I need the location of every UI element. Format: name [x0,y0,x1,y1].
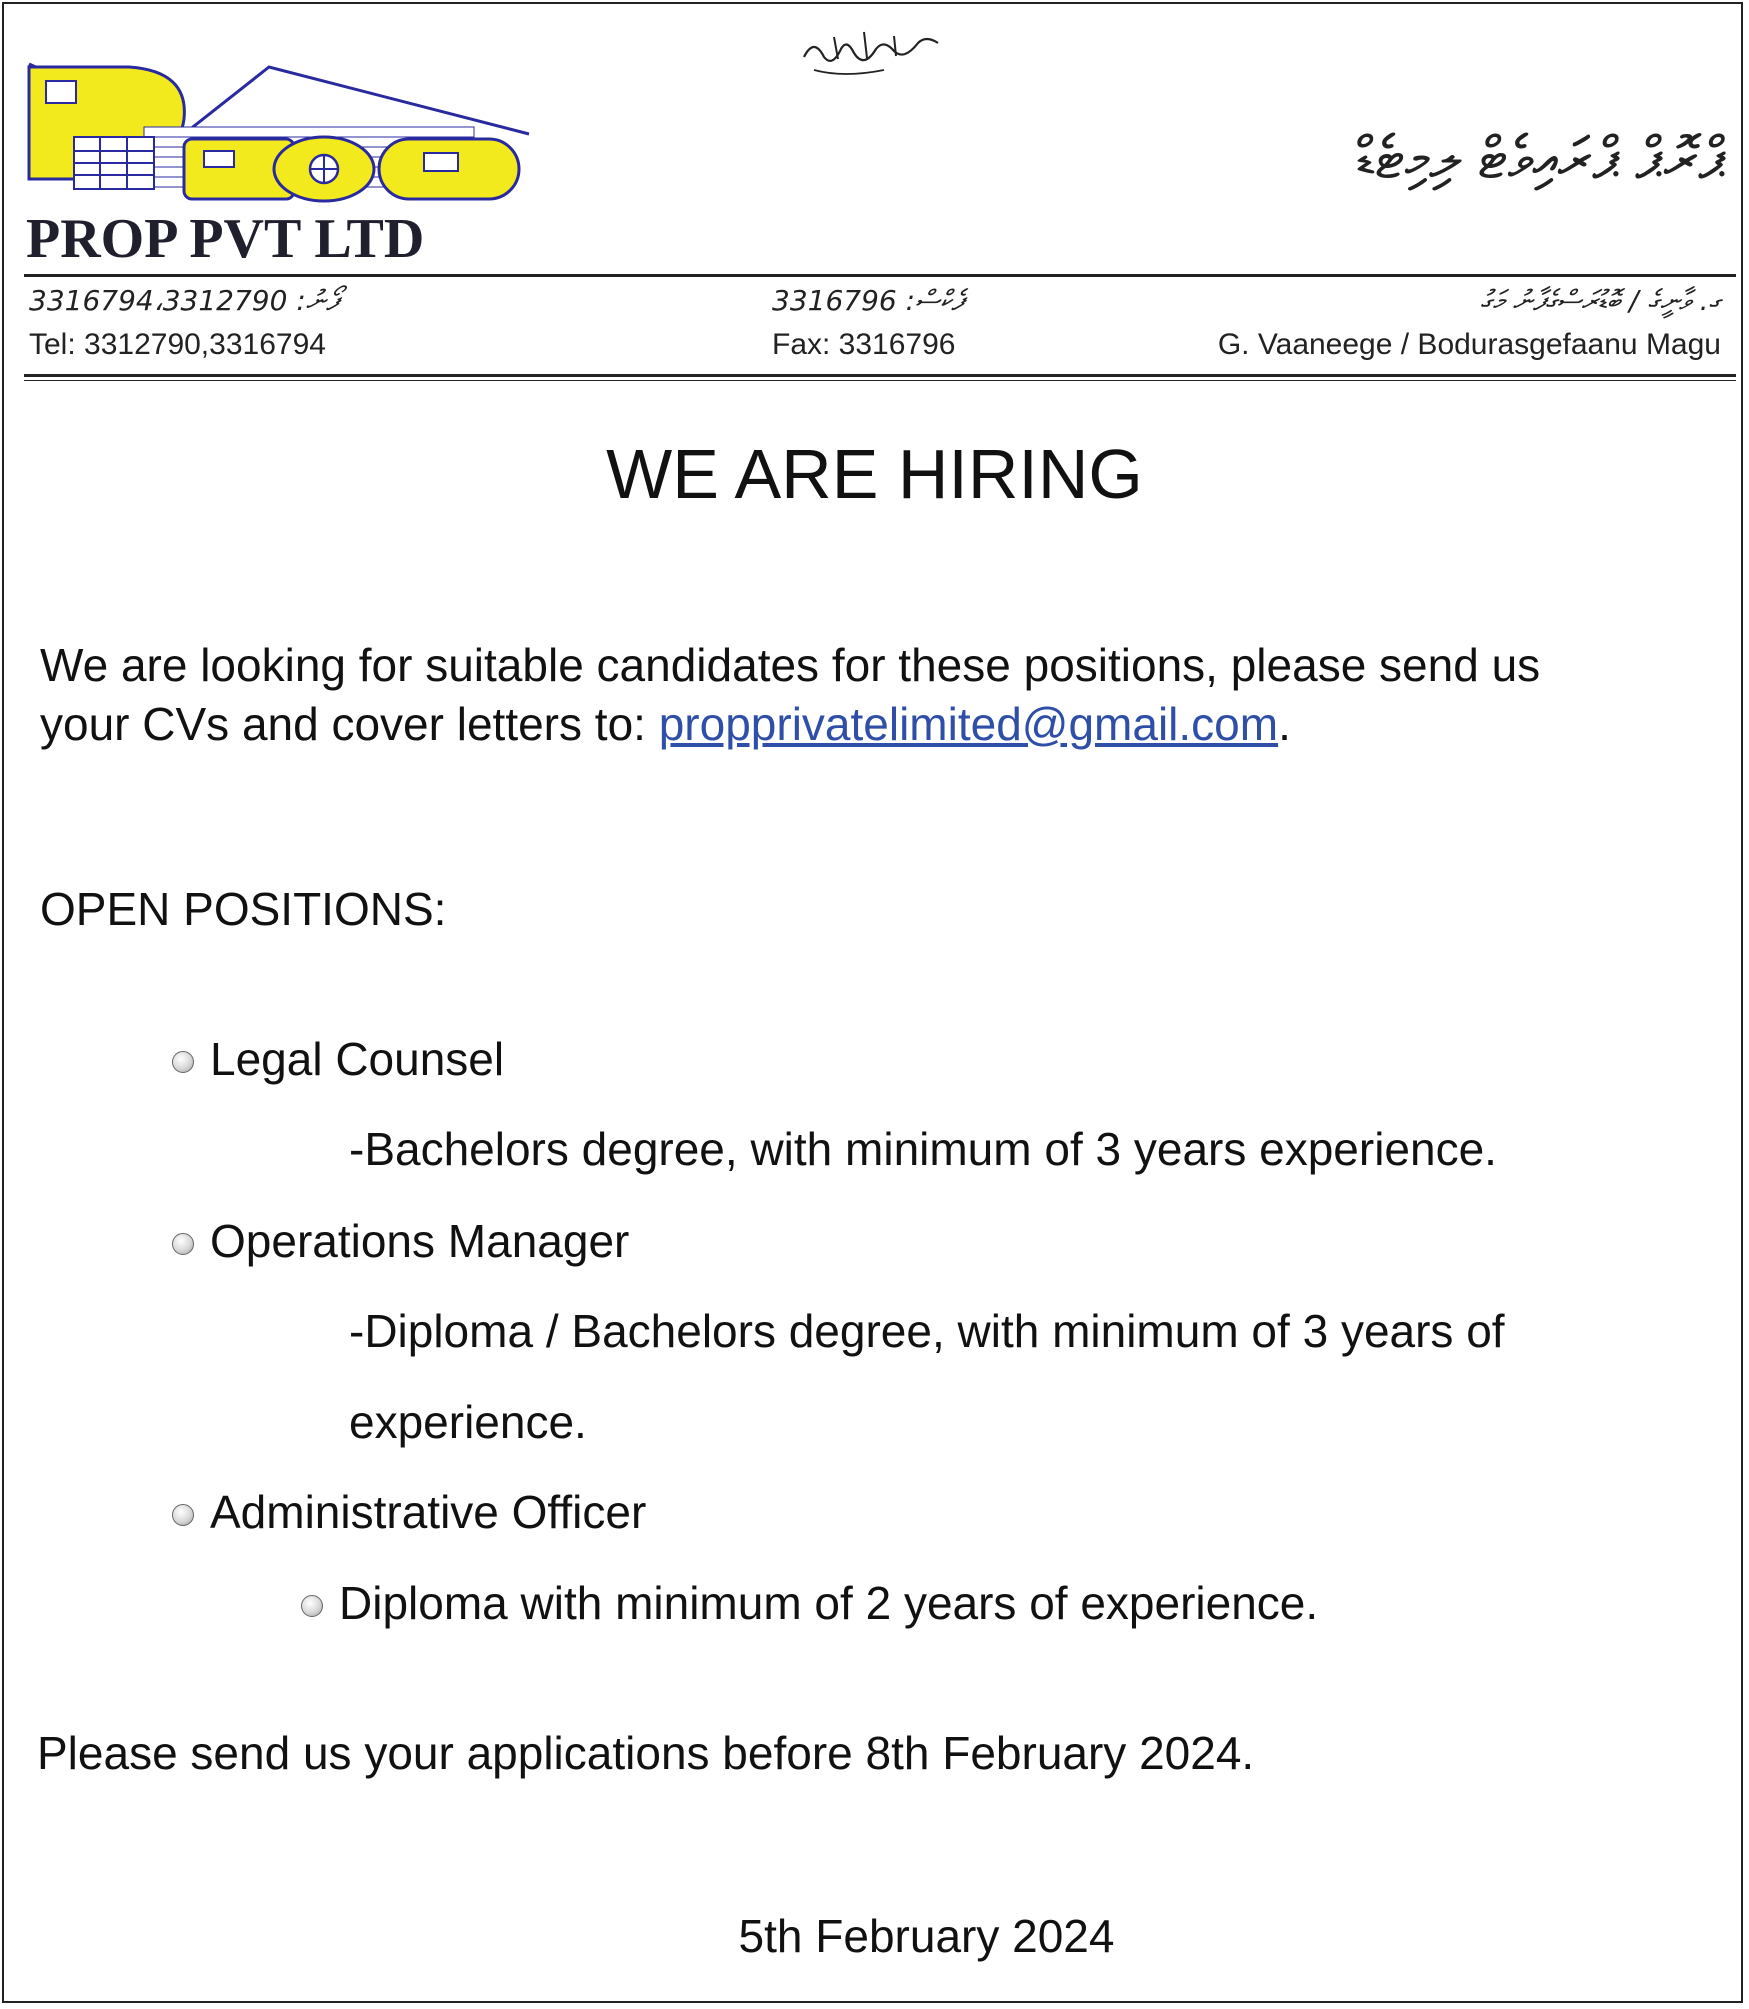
position-requirement-legal-counsel: -Bachelors degree, with minimum of 3 years experience. [349,1123,1497,1175]
position-title-administrative-officer: Administrative Officer [210,1486,647,1538]
bullet-icon [172,1233,194,1255]
intro-line-2 [40,695,1540,754]
header-top-rule [24,274,1736,277]
intro-line-2-text: your CVs and cover letters to: [40,698,659,750]
tel-dhivehi: ފޯނު: 3316794،3312790 [29,284,339,317]
intro-line-2-suffix: . [1278,698,1291,750]
position-requirement-operations-manager-line-1: -Diploma / Bachelors degree, with minimum of 3 years of [349,1305,1505,1357]
prop-logo [24,59,544,269]
dhivehi-company-name: ޕްރޮޕް ޕްރައިވެޓް ލިމިޓެޑް [1355,124,1723,192]
position-title-operations-manager: Operations Manager [210,1215,630,1267]
position-title-legal-counsel: Legal Counsel [210,1033,505,1085]
position-requirement-operations-manager-line-2: experience. [349,1396,587,1448]
hiring-notice-page [2,2,1743,2003]
fax-number: Fax: 3316796 [772,328,956,361]
company-name-text: PROP PVT LTD [26,208,425,269]
bullet-icon [172,1051,194,1073]
deadline-text: Please send us your applications before 8th February 2024. [37,1727,1255,1779]
tel-number: Tel: 3312790,3316794 [29,328,326,361]
bullet-icon [301,1595,323,1617]
intro-line-1: We are looking for suitable candidates for these positions, please send us [40,639,1541,691]
notice-date: 5th February 2024 [738,1910,1115,1962]
basmala-calligraphy [794,22,954,82]
open-positions-heading: OPEN POSITIONS: [40,883,447,935]
email-link[interactable]: propprivatelimited@gmail.com [658,698,1279,750]
fax-dhivehi: ފެކްސް: 3316796 [772,284,964,317]
intro-paragraph [40,636,1540,754]
address: G. Vaaneege / Bodurasgefaanu Magu [1217,328,1721,361]
position-requirement-administrative-officer: Diploma with minimum of 2 years of experience. [339,1577,1319,1629]
bullet-icon [172,1504,194,1526]
header-bottom-rule-thin [24,380,1736,381]
page-title: WE ARE HIRING [606,435,1143,513]
header-bottom-rule [24,374,1736,377]
address-dhivehi: ގ. ވާނީގެ / ބޮޑުރަސްގެފާނު މަގު [1480,284,1721,317]
